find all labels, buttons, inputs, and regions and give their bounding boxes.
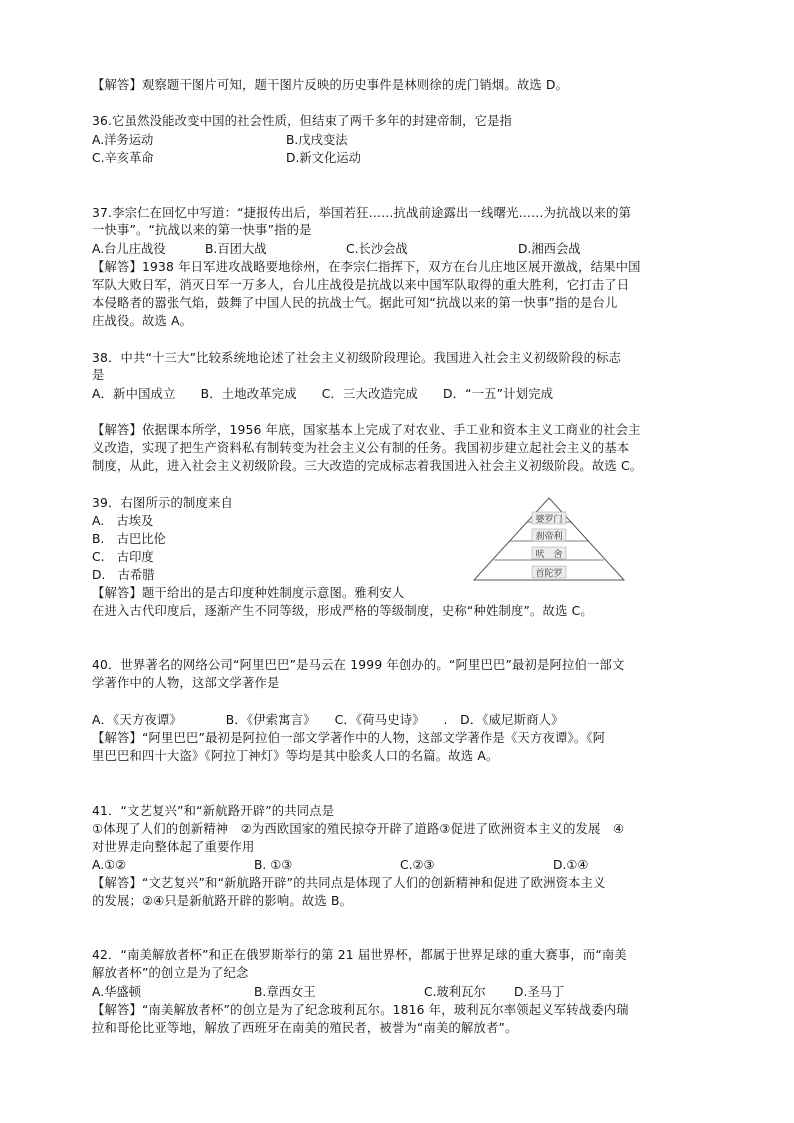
q38-answer-line-3: 制度，从此，进入社会主义初级阶段。三大改造的完成标志着我国进入社会主义初级阶段。故选 C。 bbox=[92, 459, 643, 473]
q37-option-b: B.百团大战 bbox=[205, 242, 267, 256]
q42-option-a: A.华盛顿 bbox=[92, 985, 141, 999]
q39-stem: 39．右图所示的制度来自 bbox=[92, 496, 234, 510]
q40-stem-line-1: 40．世界著名的网络公司“阿里巴巴”是马云在 1999 年创办的。“阿里巴巴”最初是阿拉伯一部文 bbox=[92, 658, 625, 672]
q41-option-d: D.①④ bbox=[553, 858, 589, 872]
pyramid-label-shudra: 首陀罗 bbox=[535, 569, 563, 579]
q36-option-c: C.辛亥革命 bbox=[92, 151, 154, 165]
q37-option-c: C.长沙会战 bbox=[346, 242, 408, 256]
q40-stem-line-2: 学著作中的人物，这部文学著作是 bbox=[92, 676, 280, 690]
q42-option-d: D.圣马丁 bbox=[514, 985, 565, 999]
q39-option-b: B. 古巴比伦 bbox=[92, 532, 166, 546]
q37-answer-line-4: 庄战役。故选 A。 bbox=[92, 314, 193, 328]
q42-option-b: B.章西女王 bbox=[254, 985, 316, 999]
q37-stem-line-1: 37.李宗仁在回忆中写道：“捷报传出后，举国若狂……抗战前途露出一线曙光……为抗战以来的第 bbox=[92, 206, 632, 220]
q38-answer-line-2: 义改造，实现了把生产资料私有制转变为社会主义公有制的任务。我国初步建立起社会主义的基本 bbox=[92, 441, 630, 455]
q41-stem-line-1: 41．“文艺复兴”和“新航路开辟”的共同点是 bbox=[92, 804, 335, 818]
q38-stem-line-1: 38．中共“十三大”比较系统地论述了社会主义初级阶段理论。我国进入社会主义初级阶段的标志 bbox=[92, 351, 622, 365]
q37-answer-line-3: 本侵略者的嚣张气焰，鼓舞了中国人民的抗战士气。据此可知“抗战以来的第一快事”指的是台儿 bbox=[92, 296, 618, 310]
q42-answer-line-2: 拉和哥伦比亚等地，解放了西班牙在南美的殖民者，被誉为“南美的解放者”。 bbox=[92, 1021, 518, 1035]
q41-stem-line-3: 对世界走向整体起了重要作用 bbox=[92, 840, 255, 854]
q41-option-a: A.①② bbox=[92, 858, 127, 872]
q41-option-b: B. ①③ bbox=[254, 858, 293, 872]
q41-option-c: C.②③ bbox=[400, 858, 435, 872]
q39-answer-line-1: 【解答】题干给出的是古印度种姓制度示意图。雅利安人 bbox=[92, 586, 405, 600]
q36-option-d: D.新文化运动 bbox=[286, 151, 361, 165]
q42-stem-line-1: 42．“南美解放者杯”和正在俄罗斯举行的第 21 届世界杯，都属于世界足球的重大赛事，而“南美 bbox=[92, 948, 627, 962]
q35-answer: 【解答】观察题干图片可知，题干图片反映的历史事件是林则徐的虎门销烟。故选 D。 bbox=[92, 78, 569, 92]
q40-answer-line-2: 里巴巴和四十大盗》《阿拉丁神灯》等均是其中脍炙人口的名篇。故选 A。 bbox=[92, 749, 499, 763]
q36-option-a: A.洋务运动 bbox=[92, 133, 154, 147]
q42-stem-line-2: 解放者杯”的创立是为了纪念 bbox=[92, 966, 249, 980]
q37-answer-line-1: 【解答】1938 年日军进攻战略要地徐州，在李宗仁指挥下，双方在台儿庄地区展开激战，结果中国 bbox=[92, 260, 641, 274]
q39-answer-line-2: 在进入古代印度后，逐渐产生不同等级，形成严格的等级制度，史称“种姓制度”。故选 C。 bbox=[92, 604, 593, 618]
q37-option-a: A.台儿庄战役 bbox=[92, 242, 166, 256]
pyramid-label-kshatriya: 刹帝利 bbox=[535, 532, 563, 542]
q37-answer-line-2: 军队大败日军，消灭日军一万多人，台儿庄战役是抗战以来中国军队取得的重大胜利，它打击了日 bbox=[92, 278, 630, 292]
q38-options: A．新中国成立 B．土地改革完成 C．三大改造完成 D．“一五”计划完成 bbox=[92, 387, 554, 401]
q42-option-c: C.玻利瓦尔 bbox=[424, 985, 486, 999]
q41-answer-line-2: 的发展；②④只是新航路开辟的影响。故选 B。 bbox=[92, 894, 353, 908]
q38-answer-line-1: 【解答】依据课本所学，1956 年底，国家基本上完成了对农业、手工业和资本主义工商业的社会主 bbox=[92, 423, 641, 437]
q40-answer-line-1: 【解答】“阿里巴巴”最初是阿拉伯一部文学著作中的人物，这部文学著作是《天方夜谭》。《阿 bbox=[92, 731, 606, 745]
q41-answer-line-1: 【解答】“文艺复兴”和“新航路开辟”的共同点是体现了人们的创新精神和促进了欧洲资本主义 bbox=[92, 876, 606, 890]
pyramid-label-brahmin: 婆罗门 bbox=[535, 515, 563, 525]
q36-option-b: B.戊戌变法 bbox=[286, 133, 348, 147]
q37-stem-line-2: 一快事”。“抗战以来的第一快事”指的是 bbox=[92, 223, 312, 237]
caste-pyramid-diagram bbox=[472, 496, 626, 582]
q36-stem: 36.它虽然没能改变中国的社会性质，但结束了两千多年的封建帝制，它是指 bbox=[92, 114, 513, 128]
q39-option-c: C. 古印度 bbox=[92, 550, 154, 564]
q39-option-a: A. 古埃及 bbox=[92, 514, 154, 528]
q39-option-d: D. 古希腊 bbox=[92, 568, 155, 582]
q38-stem-line-2: 是 bbox=[92, 368, 105, 382]
pyramid-label-vaishya: 吠 舍 bbox=[535, 550, 563, 560]
q40-options: A．《天方夜谭》 B．《伊索寓言》 C．《荷马史诗》 . D．《威尼斯商人》 bbox=[92, 713, 564, 727]
q37-option-d: D.湘西会战 bbox=[518, 242, 581, 256]
q42-answer-line-1: 【解答】“南美解放者杯”的创立是为了纪念玻利瓦尔。1816 年，玻利瓦尔率领起义军转战委内瑞 bbox=[92, 1003, 629, 1017]
q41-stem-line-2: ①体现了人们的创新精神 ②为西欧国家的殖民掠夺开辟了道路③促进了欧洲资本主义的发展 ④ bbox=[92, 822, 625, 836]
